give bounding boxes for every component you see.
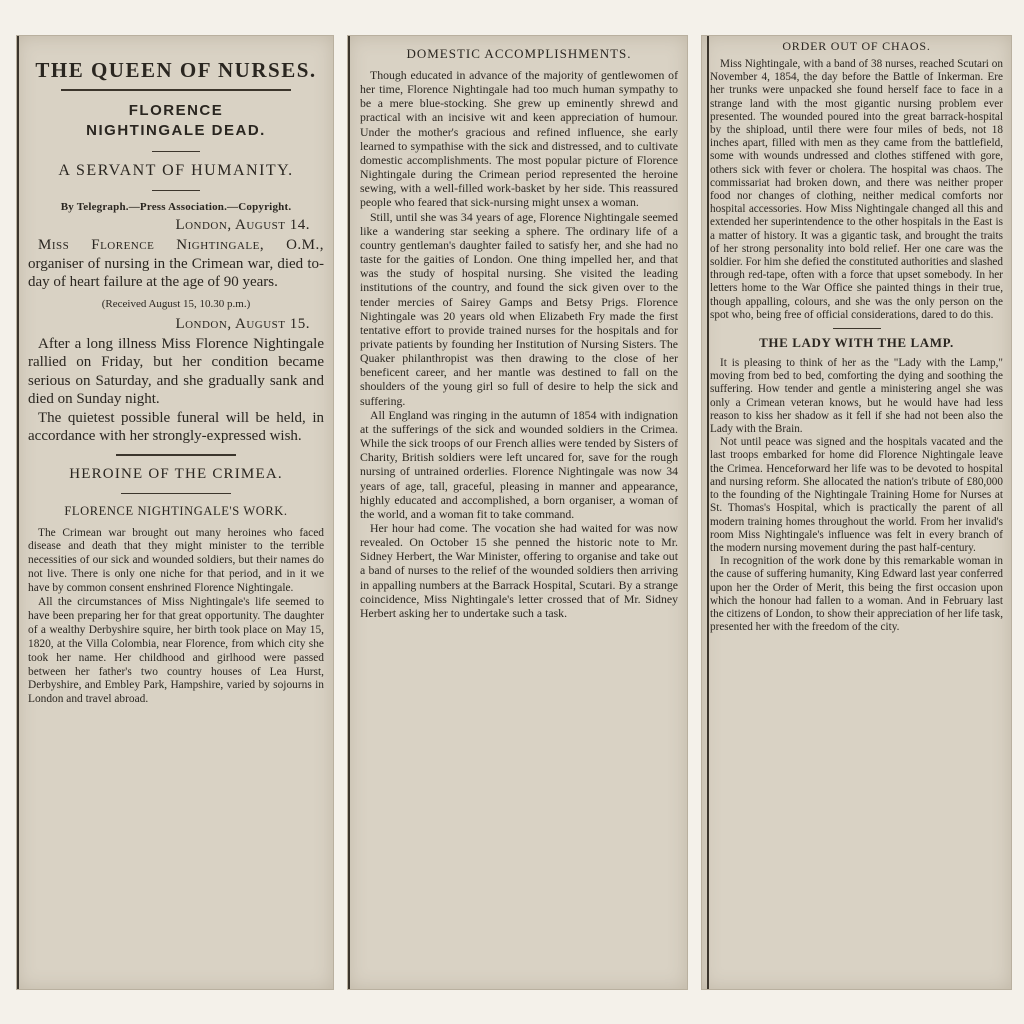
article-column-2: [347, 35, 688, 990]
headline: FLORENCE NIGHTINGALE DEAD.: [86, 102, 266, 139]
column-rule: [17, 36, 19, 989]
section-subheading: FLORENCE NIGHTINGALE'S WORK.: [64, 503, 288, 518]
paragraph: The Crimean war brought out many heroines who faced disease and death that they might minister to the terrible necessities of our sick and wounded soldiers, but their names do not live. There is only one niche for that period, and in it we have by common consent enshrined Florence Nightingale.: [28, 526, 324, 595]
paragraph: In recognition of the work done by this remarkable woman in the cause of suffering humanity, King Edward last year conferred upon her the Order of Merit, this being the first occasion upon which the honour had fallen to a woman. And in February last the citizens of London, to show their appreciation of her life task, presented her with the freedom of the city.: [710, 555, 1003, 634]
received-note: (Received August 15, 10.30 p.m.): [101, 297, 251, 310]
divider: [121, 493, 231, 494]
column-rule: [348, 36, 350, 989]
title-rule: [61, 89, 291, 91]
byline: By Telegraph.—Press Association.—Copyright.: [60, 201, 292, 213]
section-heading: ORDER OUT OF CHAOS.: [782, 39, 931, 53]
paragraph: Still, until she was 34 years of age, Florence Nightingale seemed like a wandering star seeking a sphere. The ordinary life of a country gentleman's daughter failed to satisfy her, and she had no taste for the gaities of London. One thing impelled her, and that was the study of hospital nursing. She visited the leading institutions of the country, and found the sick given over to the tender mercies of Sairey Gamps and Betsy Prigs. Florence Nightingale was 20 years old when Elizabeth Fry made the first tentative effort to provide trained nurses for the hospitals and for private patients by founding her Institution of Nursing Sisters. The Quaker philanthropist was then drawing to the close of her beneficent career, and her mantle was destined to fall on the shoulders of the young girl so full of desire to help the sick and suffering.: [360, 209, 678, 408]
paragraph: The quietest possible funeral will be held, in accordance with her strongly-expressed wish.: [28, 409, 324, 444]
subhead: A SERVANT OF HUMANITY.: [58, 162, 294, 179]
lead-text: organiser of nursing in the Crimean war, died to-day of heart failure at the age of 90 years.: [28, 255, 324, 290]
section-heading: HEROINE OF THE CRIMEA.: [69, 465, 283, 482]
dateline: London, August 14.: [175, 217, 310, 233]
section-heading: DOMESTIC ACCOMPLISHMENTS.: [406, 46, 632, 61]
divider: [152, 190, 200, 191]
divider: [833, 328, 881, 329]
dateline: London, August 15.: [175, 315, 310, 332]
paragraph: After a long illness Miss Florence Nightingale rallied on Friday, but her condition became serious on Saturday, and she gradually sank and died on Sunday night.: [28, 335, 324, 407]
divider: [152, 151, 200, 152]
paragraph: [28, 236, 324, 292]
column-rule: [707, 36, 709, 989]
paragraph: All England was ringing in the autumn of 1854 with indignation at the sufferings of the sick and wounded soldiers in the Crimea. While the sick troops of our French allies were tended by Sisters of Charity, British soldiers were left uncared for, save for the rough nursing of untrained orderlies. Florence Nightingale was now 34 years of age, tall, graceful, pleasing in manner and appearance, highly educated and accomplished, a born organiser, a woman of the world, and a woman fit to take command.: [360, 407, 678, 521]
divider: [116, 454, 236, 456]
paragraph: All the circumstances of Miss Nightingale's life seemed to have been preparing her for that great opportunity. The daughter of a wealthy Derbyshire squire, her birth took place on May 15, 1820, at the Villa Colombia, near Florence, from which city she took her name. Her childhood and girlhood were passed between her father's two country houses of Lea Hurst, Derbyshire, and Embley Park, Hampshire, varied by sojourns in London and travel abroad.: [28, 596, 324, 706]
paragraph: Not until peace was signed and the hospitals vacated and the last troops embarked for home did Florence Nightingale leave the Crimea. Henceforward her life was to be devoted to hospital and nursing reform. She allocated the nation's tribute of £80,000 to the founding of the Nightingale Training Home for Nurses at St. Thomas's Hospital, which is practically the parent of all modern training homes throughout the world. From her invalid's room Miss Nightingale's influence was felt in every branch of the modern nursing movement during the past half-century.: [710, 436, 1003, 554]
lead-name: Miss Florence Nightingale, O.M.,: [38, 237, 324, 253]
paragraph: Though educated in advance of the majority of gentlewomen of her time, Florence Nightingale had too much human sympathy to be a mere blue-stocking. She grew up eminently shrewd and practical with an incisive wit and keen appreciation of humour. Under the mother's gracious and refined influence, she early learned to sympathise with the sick and distressed, and to cultivate domestic accomplishments. The most popular picture of Florence Nightingale during the Crimean period represented the heroine sewing, with a well-filled work-basket by her side. This reassured people who feared that sick-nursing might unsex a woman.: [360, 68, 678, 210]
paragraph: Miss Nightingale, with a band of 38 nurses, reached Scutari on November 4, 1854, the day before the Battle of Inkerman. Ere her trunks were unpacked she found herself face to face in a strange land with the most gigantic nursing problem ever presented. The wounded poured into the great barrack-hospital by the shipload, until there were four miles of beds, not 18 inches apart, filled with men as they came from the battlefield, some with wounds undressed and clothes stiffened with gore, others sick with fever or cholera. The hospital was chaos. The commissariat had broken down, and there was neither proper food nor changes of clothing, neither medical comforts nor hospital accessories. How Miss Nightingale changed all this and extended her superintendence to the other hospitals in the East is a matter of history. It was a gigantic task, and brought the traits of her strong personality into bold relief. Her one care was the soldier. For him she defied the constituted authorities and slashed through red-tape, often with a force that upset somebody. In her letters home to the War Office she painted things in their true, though appalling, colours, and she was the only person on the spot who, being free of official considerations, dared to do this.: [710, 58, 1003, 321]
article-column-1: [16, 35, 334, 990]
paragraph: Her hour had come. The vocation she had waited for was now revealed. On October 15 she penned the historic note to Mr. Sidney Herbert, the War Minister, offering to organise and take out a band of nurses to the relief of the wounded soldiers then arriving in appalling numbers at the Barrack Hospital, Scutari. By a strange coincidence, Miss Nightingale's letter crossed that of Mr. Sidney Herbert asking her to undertake such a task.: [360, 521, 678, 620]
main-title: THE QUEEN OF NURSES.: [35, 58, 317, 82]
article-column-3: [701, 35, 1012, 990]
paragraph: It is pleasing to think of her as the "Lady with the Lamp," moving from bed to bed, comforting the dying and soothing the suffering. How tender and gentle a ministering angel she was only a Crimean veteran knows, but he would have had less reason to kiss her shadow as it fell if she had not been also the Lady with the Brain.: [710, 357, 1003, 436]
section-heading: THE LADY WITH THE LAMP.: [759, 335, 954, 351]
